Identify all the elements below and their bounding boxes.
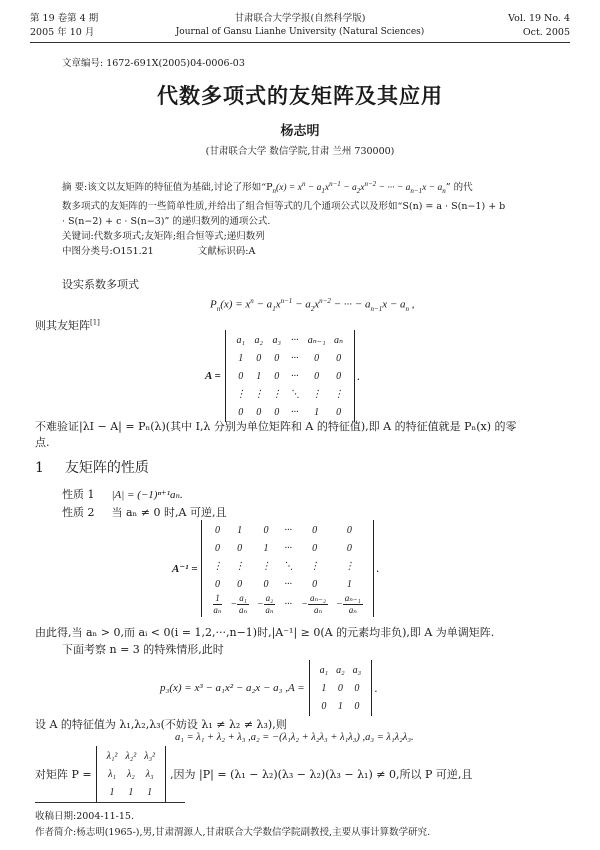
matrix-P-cell: λ₃²	[144, 750, 156, 762]
inv-last-c2-num: a₁	[239, 593, 247, 603]
section-heading	[35, 457, 149, 477]
matrix-A-inverse-cell: ⋮	[212, 560, 223, 572]
companion-intro-text: 则其友矩阵	[35, 319, 90, 332]
matrix-P-cell: λ₁²	[106, 750, 118, 762]
section-title: 友矩阵的性质	[64, 460, 149, 476]
matrix-P-cell: λ₂	[126, 768, 135, 780]
matrix-A-inverse-cell: 0	[263, 578, 269, 590]
matrix-P-cell: λ₂²	[125, 750, 137, 762]
matrix-A-inverse-cell: 0	[346, 542, 352, 554]
matrix-A-cell: 0	[274, 352, 280, 364]
inv-last-c2-den: aₙ	[238, 605, 248, 615]
property-2-label: 性质 2	[62, 506, 95, 519]
matrix-A3-cell: 1	[321, 682, 327, 694]
matrix-P-cell: 1	[147, 786, 153, 798]
matrix-A-cell: ⋮	[333, 388, 344, 400]
poly-equation: $P_n(x) = x^n - a_1x^{n-1} - a_2x^{n-2}$ − ··· − $a_{n-1}x - a_n$ ,	[210, 297, 415, 313]
matrix-A-inverse-cell: ⋮	[261, 560, 272, 572]
abstract	[62, 177, 542, 259]
affiliation: (甘肃联合大学 数信学院,甘肃 兰州 730000)	[205, 146, 395, 157]
matrix-A-cell: 1	[238, 352, 244, 364]
matrix-A3-cell: 1	[337, 700, 343, 712]
abstract-poly: (x) = x	[276, 183, 302, 194]
matrix-A-inverse-table: 0 1 0 ··· 0 0 0 0 1 ··· 0 0 ⋮ ⋮ ⋮ ⋱ ⋮ ⋮ 0 0 0 ··· 0 1 $\frac{1}{\text{aₙ}}$ − $\frac{\text{a₁}}{\text{aₙ}}$ − $\frac{\text{a₂}}{\text{aₙ}}$ ··· − $\frac{\text{aₙ₋₂}}{\text{aₙ}}$ − $\frac{\text{aₙ₋₁}}{\text{aₙ}}$	[208, 521, 366, 616]
matrix-A-cell: 0	[314, 370, 320, 382]
inv-last-c4: ···	[284, 599, 292, 610]
matrix-A3-cell: 0	[321, 700, 327, 712]
matrix-A3-cell: a₂	[336, 664, 345, 676]
vieta-line: a₁ = λ₁ + λ₂ + λ₃ ,a₂ = −(λ₁λ₂ + λ₂λ₃ + λ₁λ₃) ,a₃ = λ₁λ₂λ₃.	[175, 732, 414, 743]
matrix-A-cell: a₃	[272, 334, 281, 346]
matrix-A-inverse-cell: 0	[214, 524, 220, 536]
matrix-A-inverse-cell: ···	[284, 542, 292, 554]
matrix-A-cell: 0	[274, 370, 280, 382]
matrix-A-inverse-cell: ···	[284, 524, 292, 536]
matrix-A-cell: ···	[291, 370, 299, 382]
header-issue-cn: 第 19 卷第 4 期	[30, 13, 99, 24]
header-date-en: Oct. 2005	[522, 27, 570, 38]
matrix-A-table	[232, 331, 348, 421]
charpoly-line-1: 不难验证|λI − A| = Pₙ(λ)(其中 I,λ 分别为单位矩阵和 A 的特征值),即 A 的特征值就是 Pₙ(x) 的零	[35, 420, 517, 433]
matrix-A-inverse-cell: ···	[284, 578, 292, 590]
matrix-A-cell: 0	[336, 370, 342, 382]
matrix-A3-table	[316, 661, 365, 715]
matrix-A-inverse-cell: 1	[346, 578, 352, 590]
header-journal-cn: 甘肃联合大学学报(自然科学版)	[234, 13, 366, 24]
article-number: 文章编号: 1672-691X(2005)04-0006-03	[62, 58, 245, 69]
matrix-A-inverse-cell: 1	[263, 542, 269, 554]
inv-last-c3-den: aₙ	[265, 605, 274, 615]
matrix-A-inverse-cell: 0	[237, 578, 243, 590]
matrix-P-block	[35, 746, 472, 802]
paper-title: 代数多项式的友矩阵及其应用	[157, 83, 443, 108]
abstract-text-1b: ” 的代	[445, 182, 473, 194]
inv-last-c3-num: a₂	[265, 593, 274, 603]
matrix-A-cell: ⋮	[271, 388, 282, 400]
matrix-A-inverse-cell: 1	[237, 524, 243, 536]
matrix-A-inverse-cell: 0	[263, 524, 269, 536]
reference-1: [1]	[90, 318, 100, 327]
matrix-A3-cell: 0	[354, 700, 360, 712]
abstract-line-3: · S(n−2) + c · S(n−3)” 的递归数列的通项公式.	[62, 216, 271, 228]
matrix-A-cell: a₂	[254, 334, 263, 346]
charpoly-line-2: 点.	[35, 436, 50, 449]
consider-n3: 下面考察 n = 3 的特殊情形,此时	[62, 643, 224, 656]
matrix-A3-cell: 0	[337, 682, 343, 694]
matrix-A3-cell: 0	[354, 682, 360, 694]
abstract-line-1: 摘 要:该文以友矩阵的特征值为基础,讨论了形如“$P_n(x) = x^n - a_1x^{n-1} - a_2x^{n-2}$ − ··· − $a_{n-1}x - a_n$” 的代	[62, 180, 473, 196]
matrix-A-inverse-cell: 0	[214, 578, 220, 590]
property-1	[62, 486, 183, 502]
matrix-A: A = a₁ a₂ a₃ ··· aₙ₋₁ aₙ 1 0 0 ··· 0 0 0 1 0 ··· 0 0 ⋮ ⋮ ⋮ ⋱ ⋮ ⋮ 0 0 0 ··· 1 0 .	[205, 330, 360, 422]
matrix-P-cell: λ₁	[108, 768, 116, 780]
property-1-label: 性质 1	[62, 488, 95, 501]
header-date-cn: 2005 年 10 月	[30, 27, 95, 38]
property-1-text: |A| = (−1)ⁿ⁺¹aₙ.	[111, 489, 183, 501]
keywords: 关键词:代数多项式;友矩阵;组合恒等式;递归数列	[62, 231, 265, 243]
matrix-A-inverse-cell: ⋱	[283, 560, 294, 572]
header-volume-en: Vol. 19 No. 4	[508, 13, 570, 24]
p3-equation-text: p₃(x) = x³ − a₁x² − a₂x − a₃ ,A =	[160, 682, 305, 694]
matrix-A-cell: 0	[256, 406, 262, 418]
matrix-A-cell: ⋮	[253, 388, 264, 400]
property-2	[62, 504, 226, 520]
author-name: 杨志明	[280, 124, 320, 139]
matrix-P-cell: 1	[128, 786, 134, 798]
footnote-received: 收稿日期:2004-11-15.	[35, 811, 134, 822]
matrix-A-cell: 0	[256, 352, 262, 364]
inv-last-c5-den: aₙ	[313, 605, 323, 615]
matrix-A-cell: ···	[291, 352, 299, 364]
eigen-line: 设 A 的特征值为 λ₁,λ₂,λ₃(不妨设 λ₁ ≠ λ₂ ≠ λ₃),则	[35, 718, 287, 731]
matrix-A-inverse-cell: 0	[312, 542, 318, 554]
matrix-P-cell: 1	[109, 786, 115, 798]
matrix-A-cell: 1	[314, 406, 320, 418]
inv-last-c1-num: 1	[215, 593, 220, 603]
footnote-rule	[35, 802, 185, 803]
matrix-A-cell: ⋱	[289, 388, 300, 400]
document-code: 文献标识码:A	[197, 246, 256, 258]
class-number: 中图分类号:O151.21	[62, 246, 154, 258]
matrix-A-cell: ···	[291, 334, 299, 346]
matrix-A-cell: ⋮	[311, 388, 322, 400]
inv-last-c1-den: aₙ	[213, 605, 222, 615]
matrix-A-inverse-cell: 0	[214, 542, 220, 554]
inv-last-c6-num: aₙ₋₁	[344, 593, 361, 603]
footnote-author: 作者简介:杨志明(1965-),男,甘肃渭源人,甘肃联合大学数信学院副教授,主要从事计算数学研究.	[35, 827, 431, 838]
matrix-A-cell: 0	[336, 406, 342, 418]
p3-equation: p₃(x) = x³ − a₁x² − a₂x − a₃ ,A = a₁ a₂ a₃ 1 0 0 0 1 0 .	[160, 660, 378, 716]
abstract-line-2: 数多项式的友矩阵的一些简单性质,并给出了组合恒等式的几个通项公式以及形如“S(n) = a · S(n−1) + b	[62, 201, 506, 213]
matrix-A-cell: aₙ	[334, 334, 344, 346]
matrix-A-cell: aₙ₋₁	[307, 334, 326, 346]
inv-last-c5-num: aₙ₋₂	[310, 593, 327, 603]
matrix-P-intro: 对矩阵 P =	[35, 768, 92, 781]
matrix-A-label: A =	[205, 370, 221, 382]
det-P-text: ,因为 |P| = (λ₁ − λ₂)(λ₃ − λ₂)(λ₃ − λ₁) ≠ 0,所以 P 可逆,且	[170, 768, 473, 781]
matrix-A-inverse-cell: ⋮	[309, 560, 320, 572]
header-rule	[30, 42, 570, 43]
matrix-A-cell: ···	[291, 406, 299, 418]
inv-last-c6-den: aₙ	[348, 605, 357, 615]
matrix-A-cell: 0	[238, 406, 244, 418]
matrix-A-inverse-cell: 0	[346, 524, 352, 536]
after-inverse: 由此得,当 aₙ > 0,而 aᵢ < 0(i = 1,2,···,n−1)时,|A⁻¹| ≥ 0(A 的元素均非负),即 A 为单调矩阵.	[35, 626, 495, 639]
abstract-label: 摘 要:	[62, 182, 88, 194]
intro-text: 设实系数多项式	[62, 278, 139, 291]
matrix-A3-cell: a₃	[352, 664, 362, 676]
matrix-A3-cell: a₁	[319, 664, 329, 676]
matrix-A-inverse-cell: 0	[312, 524, 318, 536]
matrix-A-cell: 0	[336, 352, 342, 364]
matrix-A-cell: ⋮	[235, 388, 246, 400]
companion-intro	[35, 317, 100, 333]
matrix-A-cell: 0	[274, 406, 280, 418]
matrix-A-inverse-cell: 0	[312, 578, 318, 590]
matrix-P-cell: λ₃	[145, 768, 154, 780]
matrix-A-cell: 0	[314, 352, 320, 364]
matrix-A-cell: 1	[256, 370, 262, 382]
matrix-A-inverse: A⁻¹ = 0 1 0 ··· 0 0 0 0 1 ··· 0 0 ⋮ ⋮ ⋮ ⋱ ⋮ ⋮ 0 0 0 ··· 0 1 $\frac{1}{\text{aₙ}}$ − $\frac{\text{a₁}}{\text{aₙ}}$ − $\frac{\text{a₂}}{\text{aₙ}}$ ··· − $\frac{\text{aₙ₋₂}}{\text{aₙ}}$ − $\frac{\text{aₙ₋₁}}{\text{aₙ}}$ .	[172, 520, 379, 617]
matrix-A-inverse-cell: 0	[237, 542, 243, 554]
matrix-A-inverse-label: A⁻¹ =	[172, 563, 198, 575]
matrix-A-cell: 0	[238, 370, 244, 382]
header-journal-en: Journal of Gansu Lianhe University (Natural Sciences)	[175, 27, 425, 37]
abstract-text-1a: 该文以友矩阵的特征值为基础,讨论了形如“P	[87, 182, 273, 194]
matrix-A-cell: a₁	[236, 334, 245, 346]
matrix-A-inverse-cell: ⋮	[234, 560, 245, 572]
section-number: 1	[35, 460, 44, 476]
matrix-A-inverse-cell: ⋮	[344, 560, 355, 572]
class-line	[62, 244, 542, 259]
property-2-text: 当 aₙ ≠ 0 时,A 可逆,且	[111, 506, 227, 519]
matrix-P-table	[103, 747, 159, 801]
